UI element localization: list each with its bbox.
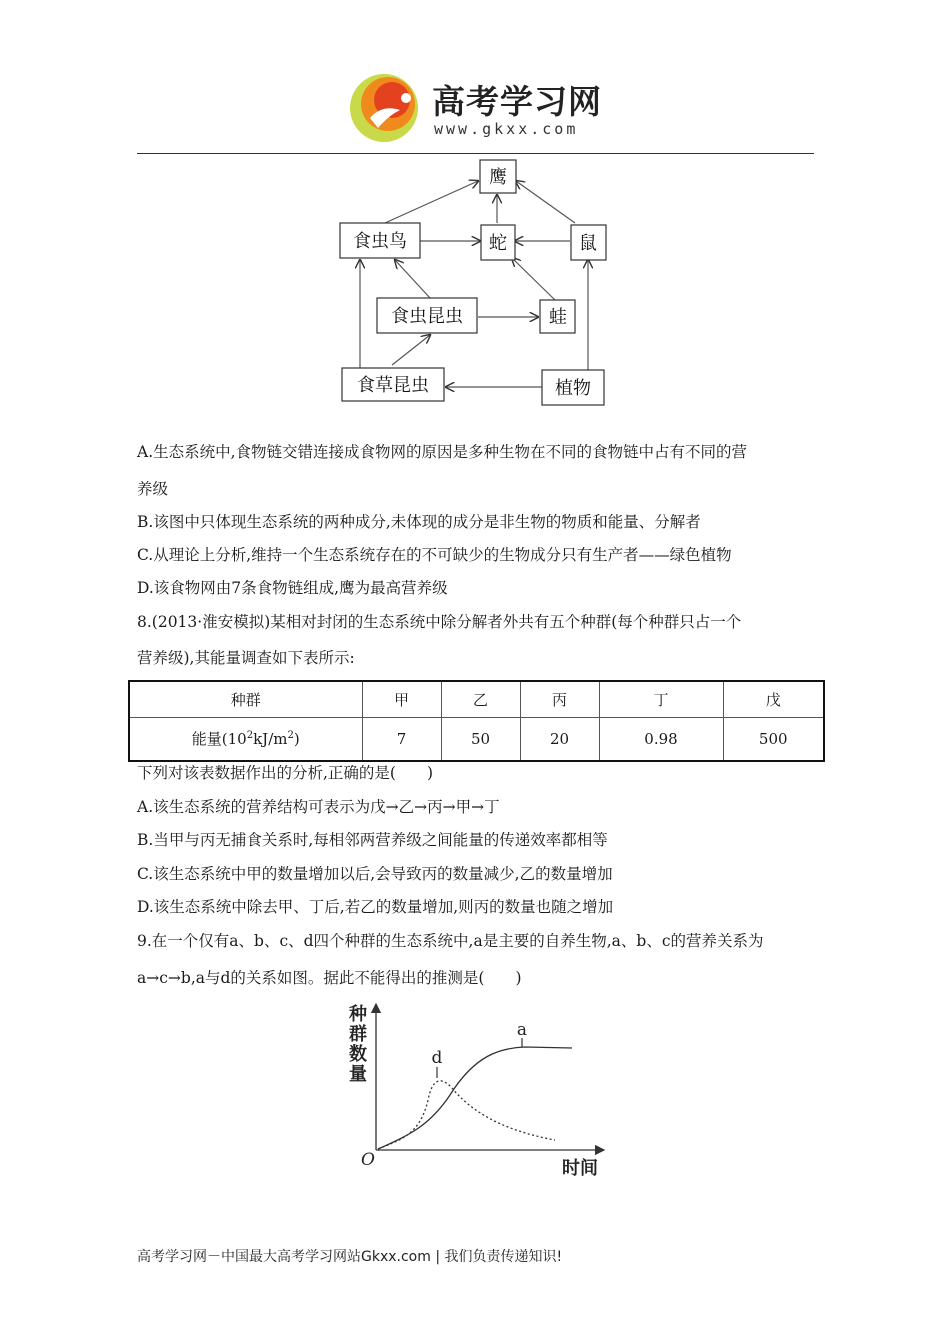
logo-url-text: www.gkxx.com xyxy=(434,120,579,138)
svg-text:蛇: 蛇 xyxy=(489,233,507,254)
q8-option-a: A.该生态系统的营养结构可表示为戊→乙→丙→甲→丁 xyxy=(137,798,500,816)
food-web-nodes xyxy=(340,160,606,405)
table-row xyxy=(129,717,824,761)
curve-a xyxy=(378,1047,572,1149)
node-eagle xyxy=(480,160,516,193)
q8-stem-line1: 8.(2013·淮安模拟)某相对封闭的生态系统中除分解者外共有五个种群(每个种群只占一个 xyxy=(137,613,742,631)
header-divider xyxy=(137,153,814,154)
food-web-arrows xyxy=(360,181,588,387)
node-insectivorous-bird xyxy=(340,223,420,258)
logo-brand-text: 高考学习网 xyxy=(432,82,602,121)
svg-text:食草昆虫: 食草昆虫 xyxy=(357,375,429,396)
node-plant xyxy=(542,370,604,405)
svg-text:蛙: 蛙 xyxy=(549,307,567,328)
y-axis-label-char: 数 xyxy=(349,1044,367,1065)
q8-question: 下列对该表数据作出的分析,正确的是( ) xyxy=(137,764,434,782)
node-snake xyxy=(481,225,515,260)
food-web-diagram xyxy=(330,155,620,410)
q7-option-d: D.该食物网由7条食物链组成,鹰为最高营养级 xyxy=(137,579,448,597)
svg-text:食虫昆虫: 食虫昆虫 xyxy=(391,306,463,327)
y-axis-label-char: 种 xyxy=(349,1004,367,1025)
table-cell: 50 xyxy=(441,717,520,761)
origin-label: O xyxy=(361,1150,375,1170)
table-header-cell: 甲 xyxy=(362,681,441,717)
table-header-cell: 丁 xyxy=(599,681,723,717)
curve-d xyxy=(378,1081,555,1149)
table-cell: 500 xyxy=(723,717,824,761)
node-frog xyxy=(540,300,575,333)
table-header-cell: 种群 xyxy=(129,681,362,717)
table-header-cell: 乙 xyxy=(441,681,520,717)
node-herbivorous-insect xyxy=(342,368,444,401)
table-cell: 0.98 xyxy=(599,717,723,761)
q8-option-b: B.当甲与丙无捕食关系时,每相邻两营养级之间能量的传递效率都相等 xyxy=(137,831,608,849)
svg-text:食虫鸟: 食虫鸟 xyxy=(353,231,407,252)
x-axis-label: 时间 xyxy=(562,1158,598,1179)
q8-option-d: D.该生态系统中除去甲、丁后,若乙的数量增加,则丙的数量也随之增加 xyxy=(137,898,614,916)
table-header-cell: 戊 xyxy=(723,681,824,717)
q8-stem-line2: 营养级),其能量调查如下表所示: xyxy=(137,649,355,667)
q7-option-a-line1: A.生态系统中,食物链交错连接成食物网的原因是多种生物在不同的食物链中占有不同的营 xyxy=(137,443,748,461)
svg-text:鼠: 鼠 xyxy=(579,233,597,254)
svg-text:鹰: 鹰 xyxy=(489,167,507,188)
page-footer: 高考学习网－中国最大高考学习网站Gkxx.com | 我们负责传递知识! xyxy=(137,1249,563,1265)
svg-text:植物: 植物 xyxy=(555,378,591,399)
y-axis-label-char: 群 xyxy=(349,1024,367,1045)
table-header-row xyxy=(129,681,824,717)
curve-d-label: d xyxy=(431,1048,443,1068)
table-header-cell: 丙 xyxy=(520,681,599,717)
table-cell: 7 xyxy=(362,717,441,761)
table-cell: 20 xyxy=(520,717,599,761)
q7-option-a-line2: 养级 xyxy=(137,480,169,498)
y-axis-label-char: 量 xyxy=(349,1064,367,1085)
table-row-label: 能量$(10^2kJ/m^2)$ xyxy=(129,717,362,761)
node-mouse xyxy=(571,225,606,260)
q9-stem-line1: 9.在一个仅有a、b、c、d四个种群的生态系统中,a是主要的自养生物,a、b、c的营养关系为 xyxy=(137,932,764,950)
node-insectivorous-insect xyxy=(377,298,477,333)
q9-stem-line2: a→c→b,a与d的关系如图。据此不能得出的推测是( ) xyxy=(137,969,522,987)
site-logo xyxy=(348,70,618,150)
curve-a-label: a xyxy=(516,1020,528,1040)
q7-option-b: B.该图中只体现生态系统的两种成分,未体现的成分是非生物的物质和能量、分解者 xyxy=(137,513,701,531)
energy-table xyxy=(128,680,825,762)
q7-option-c: C.从理论上分析,维持一个生态系统存在的不可缺少的生物成分只有生产者——绿色植物 xyxy=(137,546,732,564)
population-graph xyxy=(340,1000,610,1185)
q8-option-c: C.该生态系统中甲的数量增加以后,会导致丙的数量减少,乙的数量增加 xyxy=(137,865,613,883)
